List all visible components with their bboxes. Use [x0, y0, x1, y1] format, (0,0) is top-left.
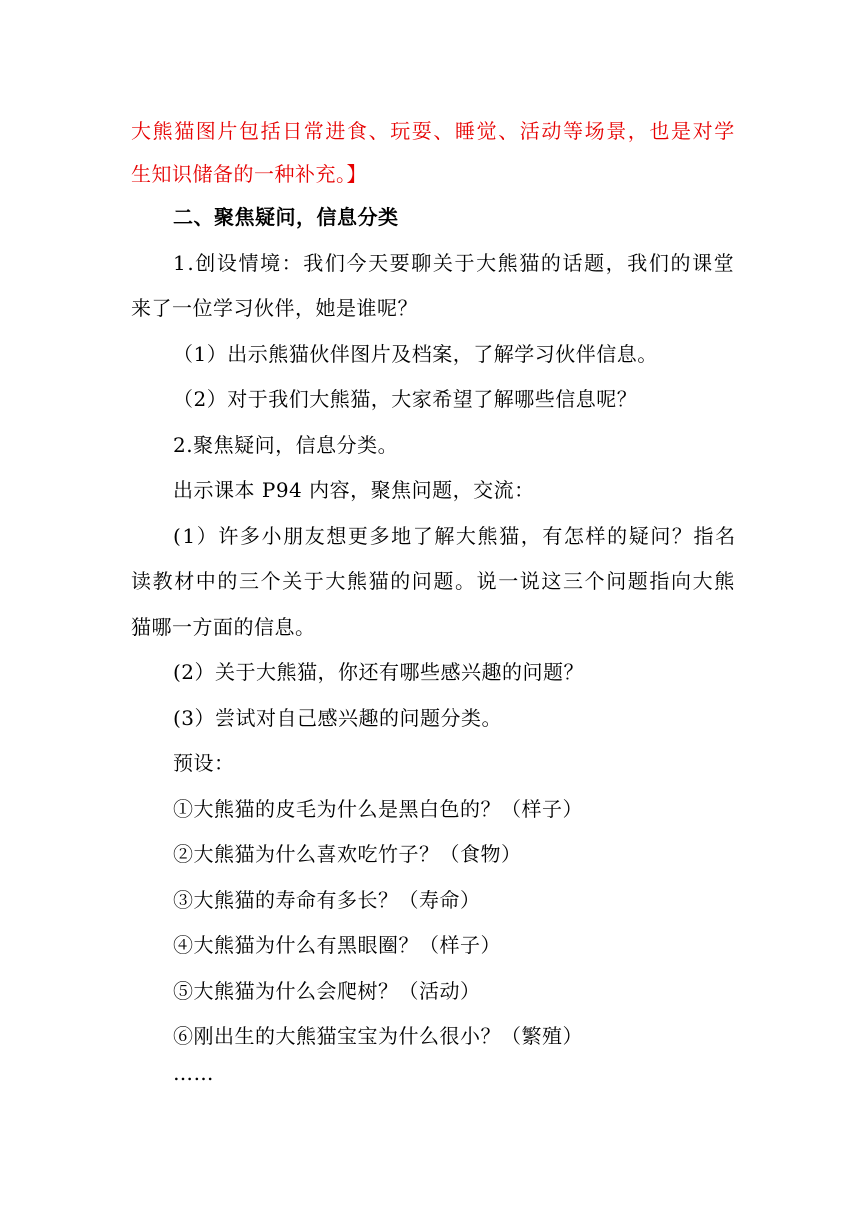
- preset-question: ①大熊猫的皮毛为什么是黑白色的？（样子）: [173, 797, 583, 821]
- step2-title: 2.聚焦疑问，信息分类。: [173, 433, 399, 457]
- intro-note-line-2: 生知识储备的一种补充。】: [131, 162, 367, 186]
- step2-item1-line-2: 读教材中的三个关于大熊猫的问题。说一说这三个问题指向大熊: [131, 569, 736, 593]
- step2-intro: 出示课本 P94 内容，聚焦问题，交流：: [173, 478, 535, 502]
- step1-sub-1: （1）出示熊猫伙伴图片及档案，了解学习伙伴信息。: [173, 342, 658, 366]
- step1-line-1: 1.创设情境：我们今天要聊关于大熊猫的话题，我们的课堂: [173, 251, 736, 275]
- preset-question: ⑤大熊猫为什么会爬树？（活动）: [173, 979, 481, 1003]
- step1-line-2: 来了一位学习伙伴，她是谁呢？: [131, 296, 418, 320]
- preset-ellipsis: ……: [173, 1061, 214, 1085]
- preset-question: ③大熊猫的寿命有多长？（寿命）: [173, 888, 481, 912]
- section-heading: 二、聚焦疑问，信息分类: [173, 205, 399, 229]
- preset-question: ④大熊猫为什么有黑眼圈？（样子）: [173, 933, 501, 957]
- step2-item-2: (2）关于大熊猫，你还有哪些感兴趣的问题？: [173, 660, 585, 684]
- preset-label: 预设：: [173, 751, 235, 775]
- preset-question: ⑥刚出生的大熊猫宝宝为什么很小？（繁殖）: [173, 1024, 583, 1048]
- step1-sub-2: （2）对于我们大熊猫，大家希望了解哪些信息呢？: [173, 387, 638, 411]
- step2-item-3: (3）尝试对自己感兴趣的问题分类。: [173, 706, 503, 730]
- preset-question: ②大熊猫为什么喜欢吃竹子？（食物）: [173, 842, 522, 866]
- step2-item1-line-1: (1）许多小朋友想更多地了解大熊猫，有怎样的疑问？指名: [173, 524, 737, 548]
- step2-item1-line-3: 猫哪一方面的信息。: [131, 615, 316, 639]
- intro-note-line-1: 大熊猫图片包括日常进食、玩耍、睡觉、活动等场景，也是对学: [131, 119, 736, 143]
